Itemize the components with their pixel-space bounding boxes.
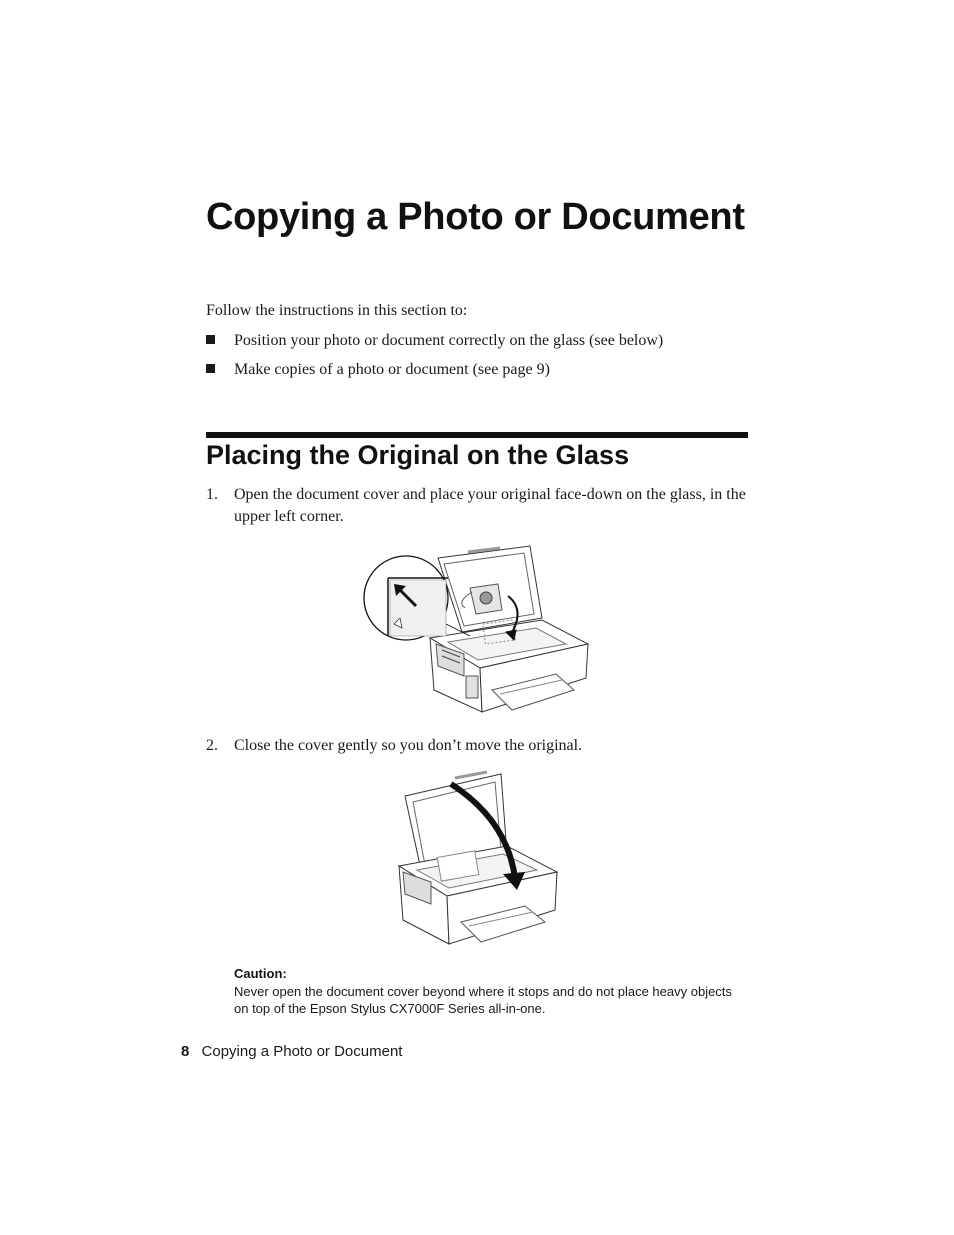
step-text: Open the document cover and place your original face-down on the glass, in the upper left corner.: [234, 486, 746, 525]
bullet-text: Make copies of a photo or document (see page 9): [234, 361, 550, 378]
section-title: Placing the Original on the Glass: [206, 440, 630, 470]
intro-text: Follow the instructions in this section to:: [206, 302, 468, 319]
caution-label: Caution:: [234, 966, 287, 981]
section-rule: [206, 432, 748, 438]
step-number: 1.: [206, 486, 218, 503]
scanner-close-illustration: [395, 770, 560, 948]
bullet-text: Position your photo or document correctly on the glass (see below): [234, 332, 664, 349]
step-item: [206, 735, 748, 757]
step-number: 2.: [206, 737, 218, 754]
page-number: 8: [181, 1043, 190, 1060]
scanner-open-illustration: [360, 540, 592, 716]
bullet-item: [206, 361, 550, 379]
step-item: [206, 484, 748, 528]
square-bullet-icon: [206, 364, 215, 373]
footer-title: Copying a Photo or Document: [201, 1043, 403, 1060]
page-title: Copying a Photo or Document: [206, 196, 745, 238]
step-text: Close the cover gently so you don’t move the original.: [234, 737, 583, 754]
caution-text: Never open the document cover beyond where it stops and do not place heavy objects on top of the Epson Stylus CX7000F Series all-in-one.: [234, 984, 732, 1016]
square-bullet-icon: [206, 335, 215, 344]
bullet-item: [206, 332, 663, 350]
page-footer: [181, 1043, 402, 1060]
